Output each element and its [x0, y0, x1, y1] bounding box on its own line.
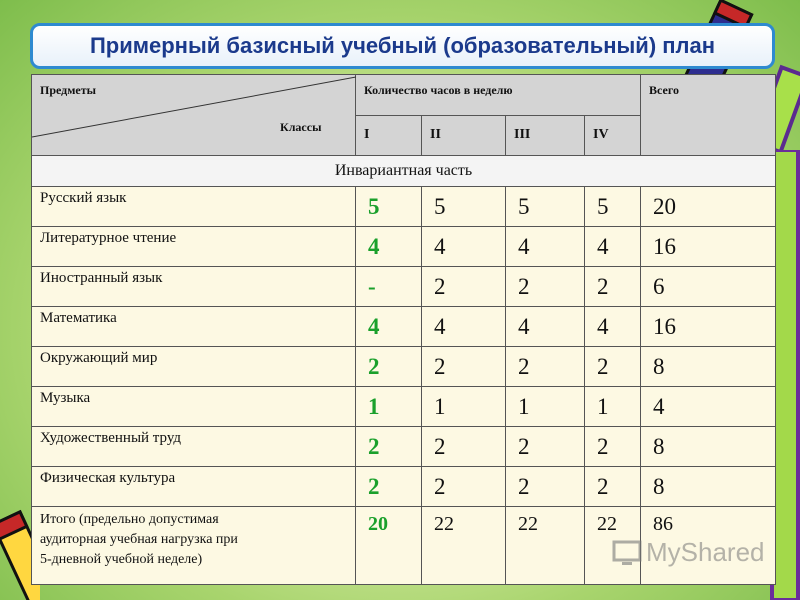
value-cell: 2 — [585, 427, 641, 467]
value-cell: 1 — [422, 387, 506, 427]
value-cell: 2 — [585, 347, 641, 387]
table-row — [32, 307, 776, 347]
table-row — [32, 347, 776, 387]
value-cell: 2 — [585, 267, 641, 307]
total-cell: 16 — [641, 307, 776, 347]
value-cell: 2 — [506, 467, 585, 507]
table-row — [32, 427, 776, 467]
hours-header: Количество часов в неделю — [356, 75, 641, 116]
value-cell: 4 — [356, 227, 422, 267]
value-cell: 2 — [422, 267, 506, 307]
subject-cell: Музыка — [32, 387, 356, 427]
value-cell: 4 — [422, 227, 506, 267]
section-label: Инвариантная часть — [32, 156, 776, 187]
value-cell: 5 — [585, 187, 641, 227]
value-cell: 1 — [506, 387, 585, 427]
subject-cell: Математика — [32, 307, 356, 347]
value-cell: 1 — [585, 387, 641, 427]
total-cell: 6 — [641, 267, 776, 307]
watermark-text: MyShared — [646, 537, 765, 567]
grade-4-header: IV — [585, 115, 641, 156]
value-cell: 5 — [506, 187, 585, 227]
total-subject-line: Итого (предельно допустимая — [40, 512, 219, 527]
value-cell: 4 — [506, 307, 585, 347]
watermark — [612, 537, 765, 568]
table-row — [32, 387, 776, 427]
grade-2-header: II — [422, 115, 506, 156]
total-cell: 4 — [641, 387, 776, 427]
value-cell: 4 — [585, 307, 641, 347]
total-subject-cell — [32, 507, 356, 585]
value-cell: 2 — [585, 467, 641, 507]
value-cell: 2 — [506, 427, 585, 467]
total-cell: 16 — [641, 227, 776, 267]
page-title: Примерный базисный учебный (образовательный) план — [89, 33, 716, 58]
curriculum-table — [31, 74, 776, 585]
value-cell: 22 — [506, 507, 585, 585]
header-row — [32, 75, 776, 116]
value-cell: 2 — [356, 467, 422, 507]
total-header: Всего — [641, 75, 776, 156]
value-cell: 5 — [422, 187, 506, 227]
total-cell: 8 — [641, 467, 776, 507]
value-cell: 22 — [585, 507, 641, 585]
total-subject-line: 5-дневной учебной неделе) — [40, 552, 203, 567]
table-row — [32, 187, 776, 227]
value-cell: 2 — [422, 427, 506, 467]
classes-label: Классы — [280, 120, 322, 134]
table-row — [32, 227, 776, 267]
section-row — [32, 156, 776, 187]
title-banner — [30, 23, 775, 69]
total-cell: 8 — [641, 427, 776, 467]
subject-cell: Художественный труд — [32, 427, 356, 467]
subjects-label: Предметы — [40, 83, 97, 97]
value-cell: 2 — [422, 347, 506, 387]
value-cell: 22 — [422, 507, 506, 585]
subject-cell: Иностранный язык — [32, 267, 356, 307]
value-cell: 1 — [356, 387, 422, 427]
value-cell: 2 — [506, 267, 585, 307]
table-row — [32, 267, 776, 307]
total-cell: 86 — [641, 507, 776, 585]
grade-3-header: III — [506, 115, 585, 156]
value-cell: 2 — [422, 467, 506, 507]
subject-cell: Русский язык — [32, 187, 356, 227]
subjects-classes-header — [32, 75, 356, 156]
value-cell: 2 — [506, 347, 585, 387]
total-subject-line: аудиторная учебная нагрузка при — [40, 532, 238, 547]
value-cell: 4 — [356, 307, 422, 347]
total-cell: 8 — [641, 347, 776, 387]
subject-cell: Окружающий мир — [32, 347, 356, 387]
subject-cell: Физическая культура — [32, 467, 356, 507]
grade-1-header: I — [356, 115, 422, 156]
value-cell: 2 — [356, 427, 422, 467]
value-cell: 5 — [356, 187, 422, 227]
table-row — [32, 467, 776, 507]
value-cell: 4 — [422, 307, 506, 347]
value-cell: 2 — [356, 347, 422, 387]
total-cell: 20 — [641, 187, 776, 227]
subject-cell: Литературное чтение — [32, 227, 356, 267]
value-cell: 4 — [506, 227, 585, 267]
value-cell: 4 — [585, 227, 641, 267]
monitor-icon — [612, 538, 642, 568]
value-cell: 20 — [356, 507, 422, 585]
value-cell: - — [356, 267, 422, 307]
